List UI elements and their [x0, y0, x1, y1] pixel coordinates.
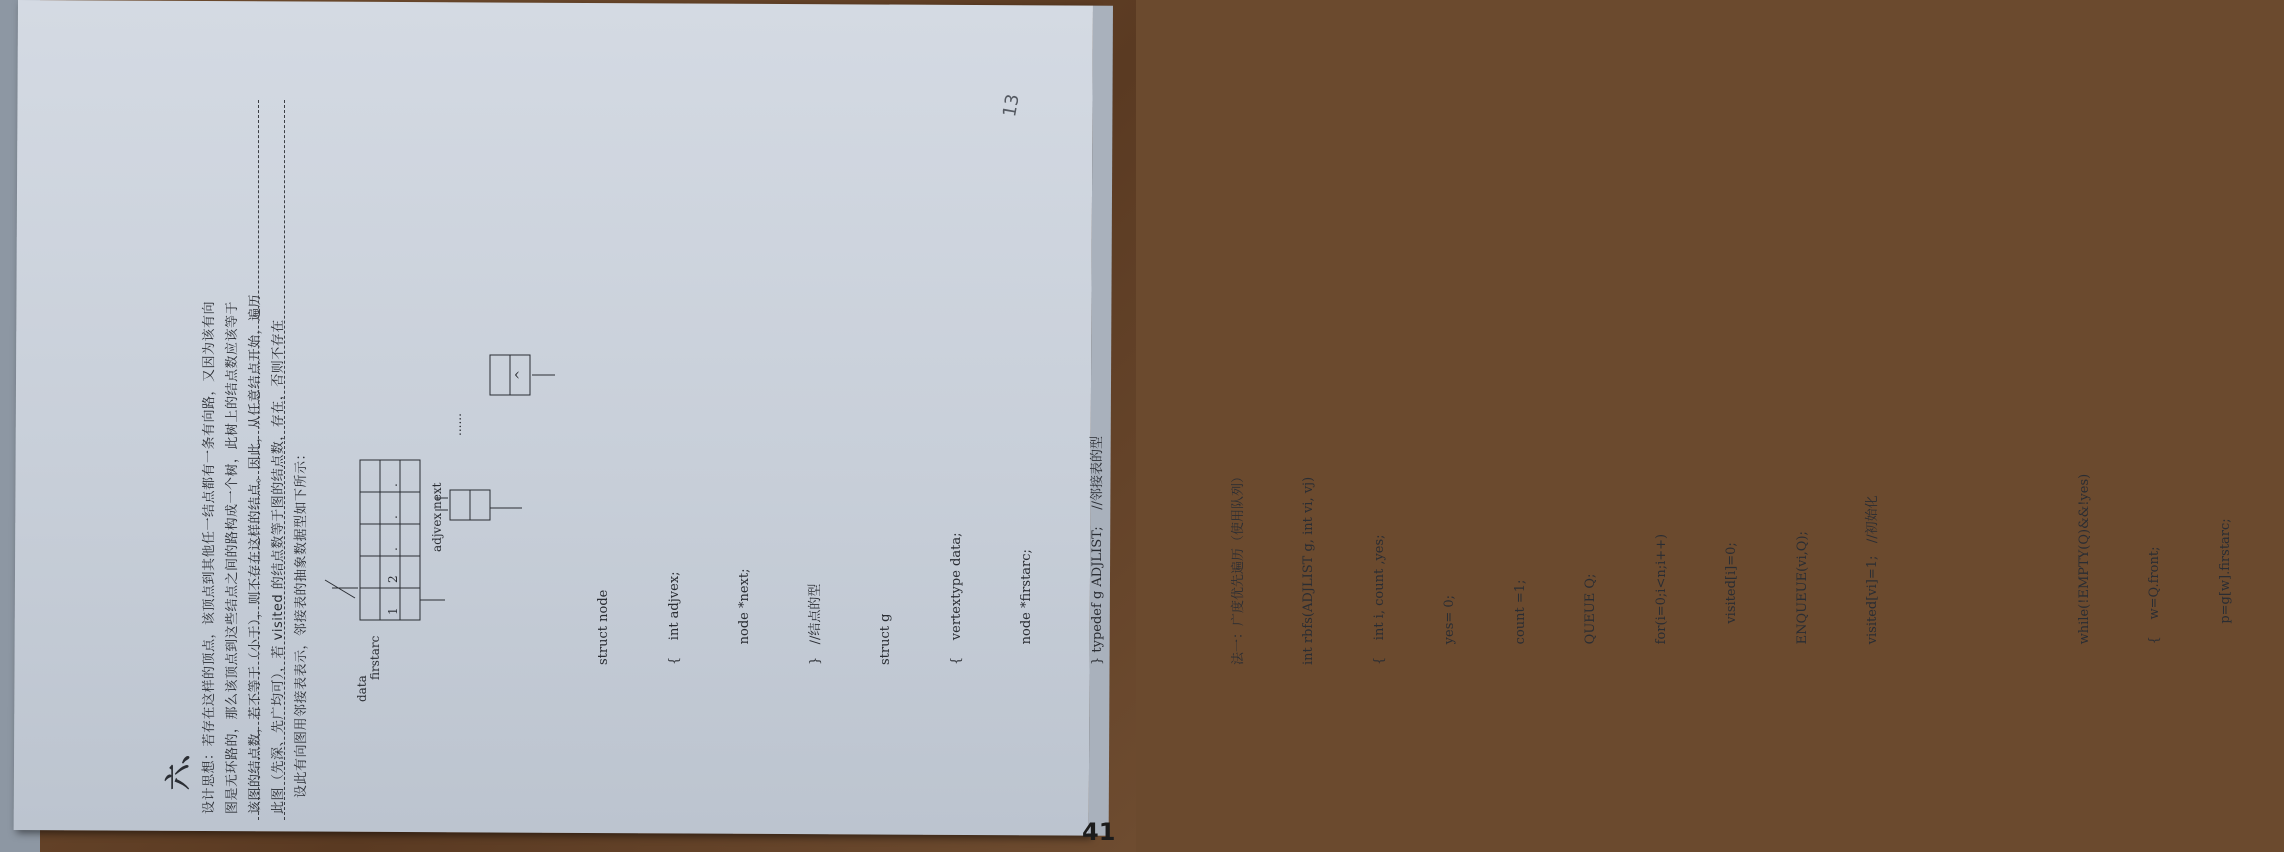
- code-line: yes= 0;: [1442, 594, 1457, 665]
- code-line: { int adjvex;: [666, 571, 682, 665]
- row-label-3: .: [386, 547, 400, 551]
- code-line: [1932, 436, 1956, 665]
- section-title: 六、: [164, 737, 194, 790]
- rotated-content: [150, 60, 2233, 820]
- paragraph-line-5: 设此有向图用邻接表表示，邻接表的抽象数据型如下所示：: [294, 446, 309, 798]
- code-line: 法一：广度优先遍历（使用队列）: [1230, 469, 1246, 665]
- code-line: node *firstarc;: [1019, 549, 1034, 665]
- code-line: { int i, count ,yes;: [1371, 534, 1387, 665]
- paragraph-line-4: 此图（先深、先广均可），若 visited 的结点数等于图的结点数，存在，否则不存在: [271, 319, 286, 814]
- code-line: struct g: [878, 613, 893, 665]
- row-label-5: .: [386, 483, 400, 487]
- code-line: ENQUEUE(vi,Q);: [1794, 531, 1810, 665]
- row-label-4: .: [386, 515, 400, 519]
- code-line: struct node: [596, 589, 611, 665]
- list-dots: ......: [450, 413, 464, 436]
- code-line: { vertextype data;: [948, 532, 964, 665]
- label-data: data: [355, 675, 369, 702]
- code-line: p=g[w].firstarc;: [2217, 518, 2233, 665]
- label-adjvex-next: adjvex next: [430, 482, 444, 552]
- code-line: visited[vi]=1; //初始化: [1865, 495, 1880, 665]
- code-line: visited[i]=0;: [1724, 542, 1739, 665]
- code-line: { w=Q.front;: [2147, 546, 2162, 665]
- row-label-1: 1: [386, 607, 400, 615]
- code-line: node *next;: [737, 568, 752, 665]
- paragraph-line-1: 设计思想：若存在这样的顶点，该顶点到其他任一结点都有一条有向路，又因为该有向: [202, 300, 217, 814]
- code-line: } typedef g ADJLIST; //邻接表的型: [1089, 436, 1105, 665]
- code-listing: [545, 436, 2284, 665]
- code-line: count =1;: [1512, 579, 1528, 665]
- null-marker: ^: [513, 369, 527, 380]
- arrow-data: [325, 580, 355, 598]
- label-firstarc: firstarc: [368, 635, 382, 680]
- handwritten-mark: 13: [999, 92, 1024, 119]
- code-line: for(i=0;i<n;i++): [1653, 533, 1669, 665]
- code-line: QUEUE Q;: [1583, 573, 1598, 665]
- code-line: [2002, 436, 2026, 665]
- corner-page-number: 41: [1082, 818, 1116, 846]
- code-line: while(!EMPTY(Q)&&!yes): [2076, 473, 2092, 665]
- code-line: } //结点的型: [807, 583, 823, 665]
- code-line: int rbfs(ADJLIST g, int vi, vj): [1301, 476, 1316, 665]
- paragraph-line-3: 该图的结点数，若不等于（小于），则不存在这样的结点。因此，从任意结点开始，遍历: [248, 293, 263, 814]
- paragraph-line-2: 图是无环路的，那么该顶点到这些结点之间的路构成一个树，此树上的结点数应该等于: [225, 300, 240, 814]
- code-line: [1156, 436, 1180, 665]
- row-label-2: 2: [386, 575, 400, 583]
